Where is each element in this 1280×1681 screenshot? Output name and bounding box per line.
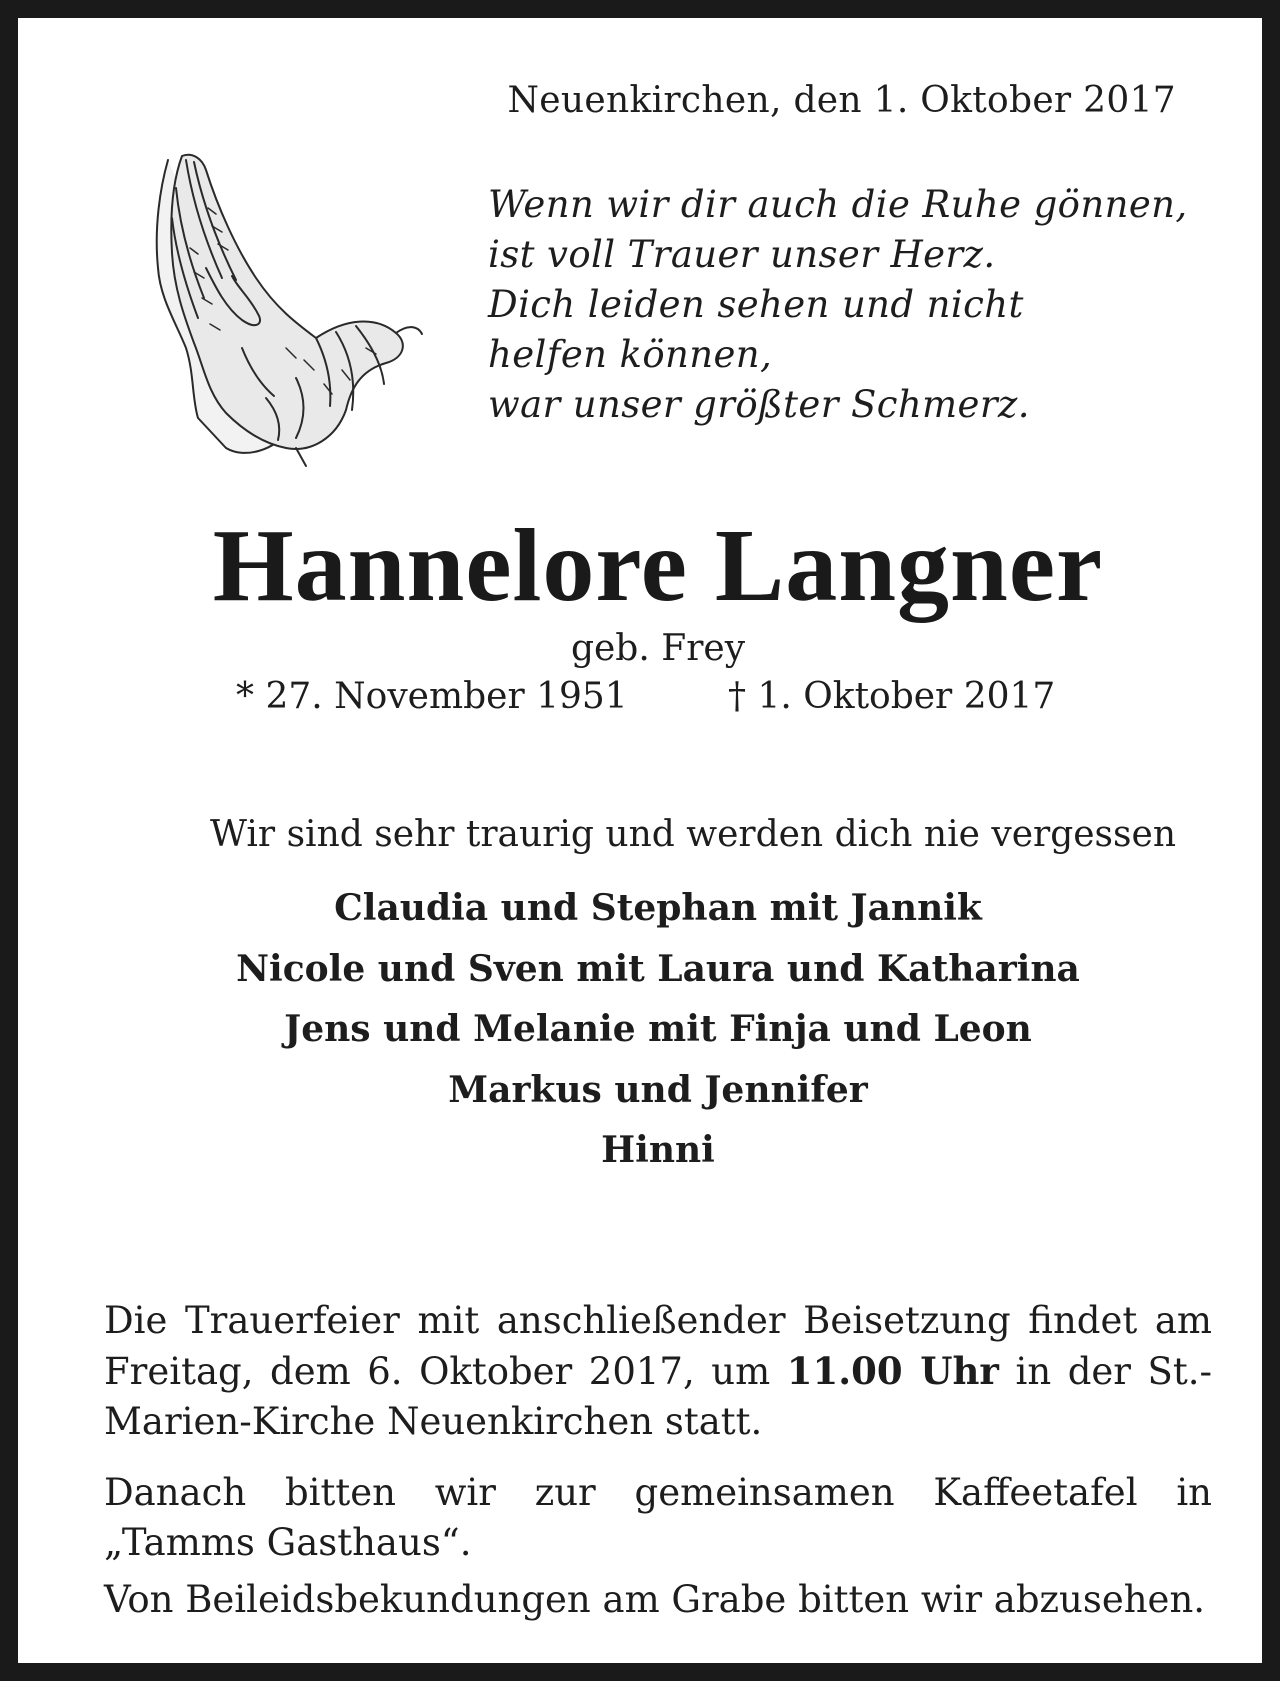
poem-line: Wenn wir dir auch die Ruhe gönnen,	[488, 183, 1188, 226]
poem-line: Dich leiden sehen und nicht	[488, 283, 1024, 326]
birth-date: * 27. November 1951	[236, 676, 628, 717]
poem	[488, 180, 1188, 430]
ceremony-time: 11.00 Uhr	[786, 1349, 999, 1393]
praying-hands-icon	[146, 148, 426, 468]
mourner-line: Markus und Jennifer	[448, 1068, 868, 1111]
mourner-line: Nicole und Sven mit Laura und Katharina	[236, 947, 1080, 990]
mourner-line: Hinni	[601, 1129, 715, 1171]
coffee-paragraph: Danach bitten wir zur gemeinsamen Kaffeetafel in „Tamms Gasthaus“.	[104, 1471, 1212, 1564]
place-date: Neuenkirchen, den 1. Oktober 2017	[507, 80, 1176, 121]
poem-line: war unser größter Schmerz.	[488, 383, 1030, 426]
condolence-paragraph: Von Beileidsbekundungen am Grabe bitten wir abzusehen.	[104, 1578, 1206, 1621]
death-date: † 1. Oktober 2017	[728, 676, 1056, 717]
poem-line: ist voll Trauer unser Herz.	[488, 233, 996, 276]
ceremony-text-2: in der St.-Marien-Kirche Neuenkirchen statt.	[104, 1350, 1212, 1443]
mourner-line: Claudia und Stephan mit Jannik	[334, 887, 982, 929]
ceremony-paragraph	[104, 1296, 1212, 1447]
mourner-line: Jens und Melanie mit Finja und Leon	[284, 1008, 1032, 1050]
poem-line: helfen können,	[488, 333, 773, 376]
mourners-list	[18, 878, 1280, 1181]
birth-name: geb. Frey	[570, 628, 746, 669]
ceremony-text-1: Die Trauerfeier mit anschließender Beisetzung findet am Freitag, dem 6. Oktober 2017, um	[104, 1299, 1212, 1393]
deceased-name: Hannelore Langner	[212, 508, 1104, 623]
mourning-statement: Wir sind sehr traurig und werden dich nie vergessen	[210, 814, 1176, 855]
